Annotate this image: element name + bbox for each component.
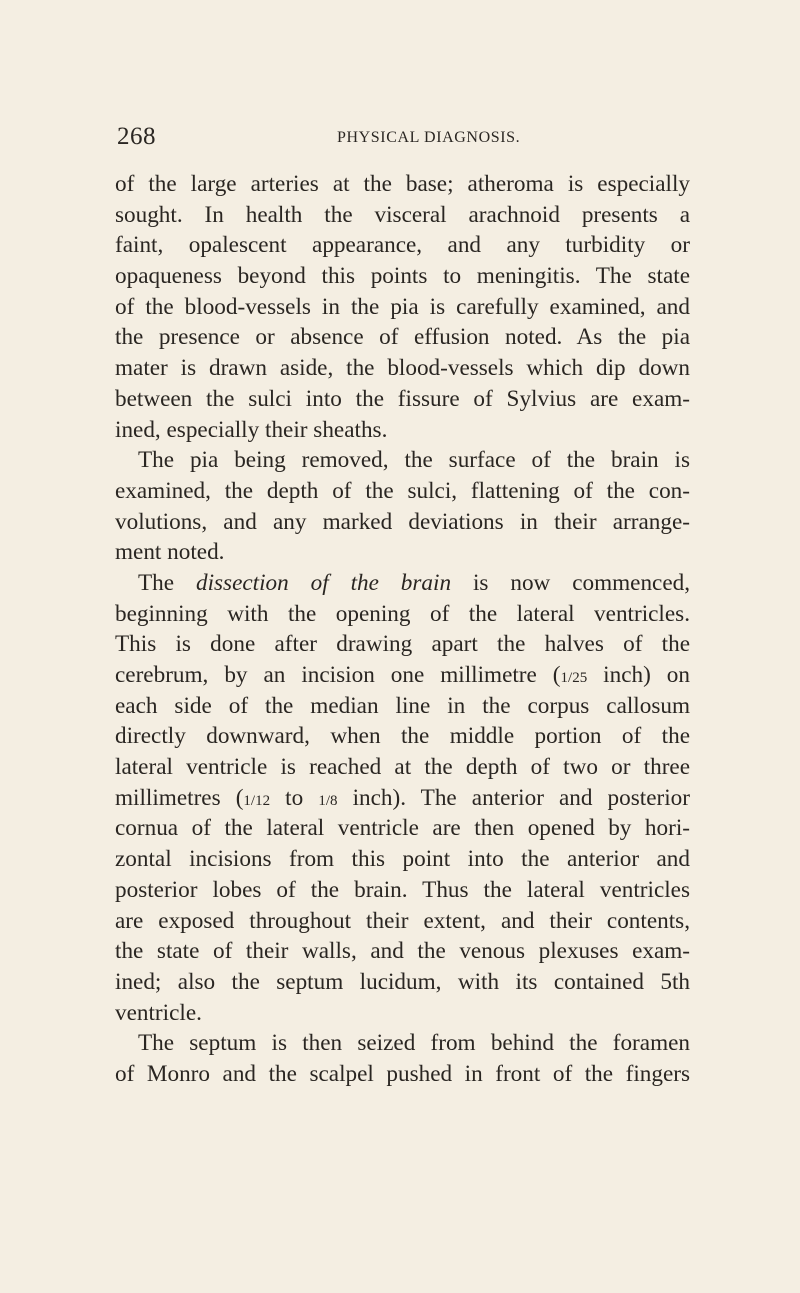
body-text xyxy=(115,169,690,1090)
text-line: ment noted. xyxy=(115,539,225,566)
text-line: mater is drawn aside, the blood-vessels which dip down xyxy=(115,355,690,382)
running-head xyxy=(117,123,717,157)
text-line: beginning with the opening of the lateral ventricles. xyxy=(115,600,690,627)
text-line: sought. In health the visceral arachnoid presents a xyxy=(115,201,690,228)
italic-term: dissection of the brain xyxy=(195,569,452,596)
text-line: the state of their walls, and the venous plexuses exam- xyxy=(115,938,690,965)
text-line: This is done after drawing apart the halves of the xyxy=(115,631,690,658)
page-number: 268 xyxy=(117,123,156,150)
text-line: opaqueness beyond this points to meningitis. The state xyxy=(115,263,690,290)
text-line: of the large arteries at the base; atheroma is especially xyxy=(115,171,690,197)
text-line: posterior lobes of the brain. Thus the lateral ventricles xyxy=(115,876,690,903)
text-line-composite xyxy=(115,660,690,691)
text-line: The pia being removed, the surface of the brain is xyxy=(138,447,690,474)
text-line: The septum is then seized from behind the foramen xyxy=(138,1030,690,1057)
text-line-composite xyxy=(115,568,690,599)
text-fragment: The xyxy=(138,569,175,596)
text-fragment: inch) on xyxy=(587,662,690,688)
fraction: 1/8 xyxy=(318,792,338,809)
fraction: 1/25 xyxy=(560,670,588,686)
text-fragment: millimetres ( xyxy=(115,784,244,811)
running-title: PHYSICAL DIAGNOSIS. xyxy=(337,129,521,146)
text-fragment: inch). The anterior and posterior xyxy=(337,784,690,811)
text-line: faint, opalescent appearance, and any turbidity or xyxy=(115,232,690,259)
fraction: 1/12 xyxy=(243,792,271,809)
text-line: volutions, and any marked deviations in their arrange- xyxy=(115,508,690,535)
text-fragment: to xyxy=(270,784,319,811)
text-line: cornua of the lateral ventricle are then opened by hori- xyxy=(115,815,690,842)
text-line: examined, the depth of the sulci, flattening of the con- xyxy=(115,477,690,504)
text-fragment: cerebrum, by an incision one millimetre ( xyxy=(115,662,561,688)
text-line: are exposed throughout their extent, and their contents, xyxy=(115,907,690,934)
text-line: ventricle. xyxy=(115,999,202,1026)
text-line: of the blood-vessels in the pia is carefully examined, and xyxy=(115,293,690,320)
text-line: directly downward, when the middle portion of the xyxy=(115,723,690,750)
text-line: ined, especially their sheaths. xyxy=(115,416,388,443)
text-line: each side of the median line in the corpus callosum xyxy=(115,692,690,719)
text-line: between the sulci into the fissure of Sylvius are exam- xyxy=(115,385,690,412)
text-line: ined; also the septum lucidum, with its contained 5th xyxy=(115,968,690,995)
text-fragment: is now commenced, xyxy=(472,569,691,596)
text-line: of Monro and the scalpel pushed in front of the fingers xyxy=(115,1060,690,1087)
text-line: lateral ventricle is reached at the depth of two or three xyxy=(115,754,690,781)
text-line-composite xyxy=(115,783,690,814)
text-line: zontal incisions from this point into the anterior and xyxy=(115,846,690,873)
text-line: the presence or absence of effusion noted. As the pia xyxy=(115,324,690,351)
